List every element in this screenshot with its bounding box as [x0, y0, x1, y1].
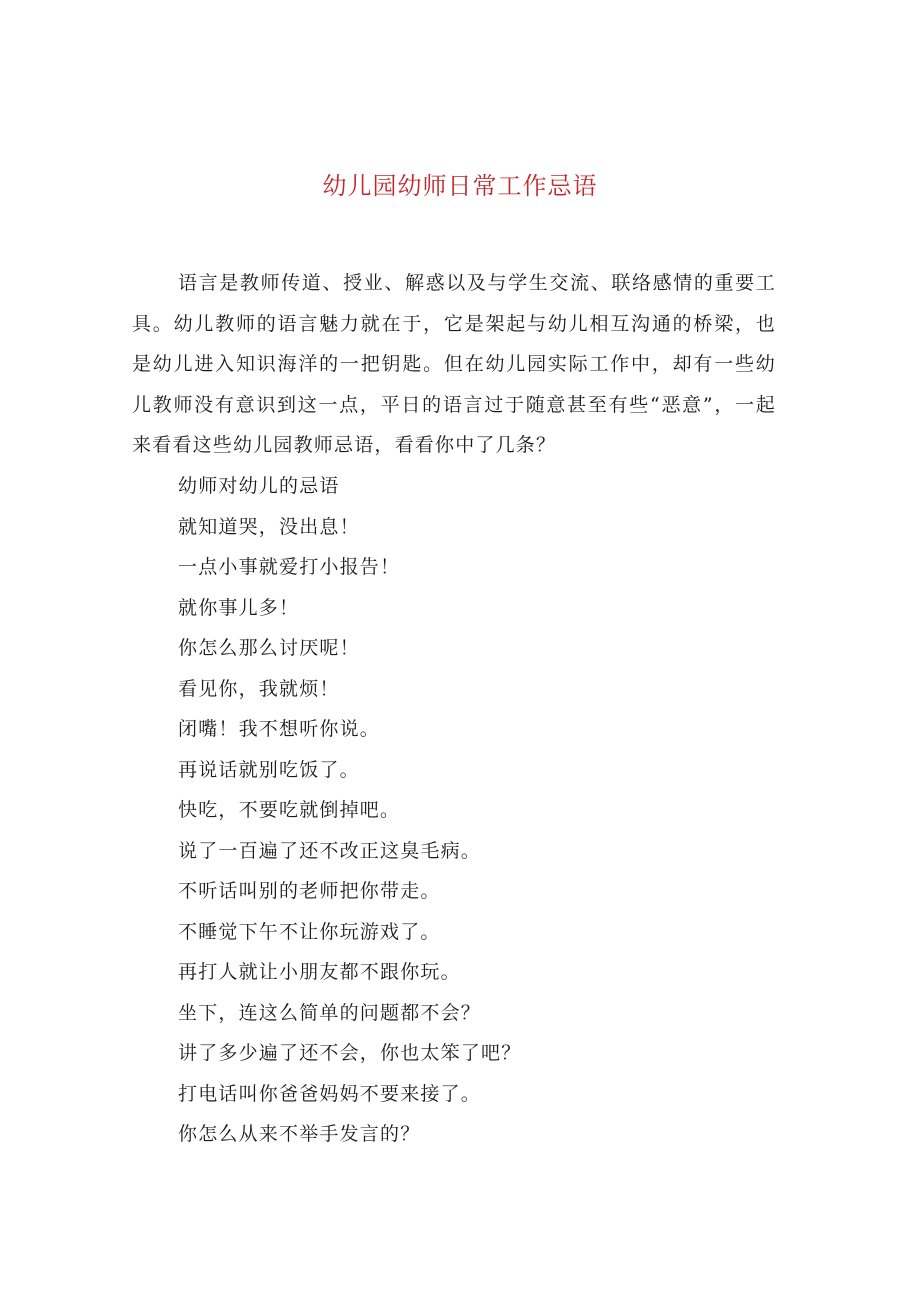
- list-item: 闭嘴！我不想听你说。: [178, 718, 381, 740]
- list-item: 你怎么从来不举手发言的？: [178, 1123, 421, 1145]
- list-item: 快吃，不要吃就倒掉吧。: [178, 799, 401, 821]
- list-item: 再打人就让小朋友都不跟你玩。: [178, 961, 461, 983]
- list-item: 你怎么那么讨厌呢！: [178, 637, 360, 659]
- list-item: 再说话就别吃饭了。: [178, 758, 360, 781]
- list-item: 坐下，连这么简单的问题都不会？: [178, 1001, 482, 1024]
- list-item: 讲了多少遍了还不会，你也太笨了吧？: [178, 1042, 522, 1064]
- intro-paragraph: 语言是教师传道、授业、解惑以及与学生交流、联络感情的重要工具。幼儿教师的语言魅力就在于，它是架起与幼儿相互沟通的桥梁，也是幼儿进入知识海洋的一把钥匙。但在幼儿园实际工作中，却有一些幼儿教师没有意识到这一点，平日的语言过于随意甚至有些“恶意”，一起来看看这些幼儿园教师忌语，看看你中了几条？: [132, 272, 776, 456]
- section-heading: 幼师对幼儿的忌语: [178, 475, 340, 497]
- list-item: 一点小事就爱打小报告！: [178, 556, 401, 578]
- list-item: 看见你，我就烦！: [178, 677, 340, 700]
- list-item: 打电话叫你爸爸妈妈不要来接了。: [178, 1082, 482, 1105]
- taboo-phrase-list: [178, 466, 521, 1155]
- list-item: 不睡觉下午不让你玩游戏了。: [178, 920, 441, 943]
- list-item: 说了一百遍了还不改正这臭毛病。: [178, 839, 482, 862]
- list-item: 就你事儿多！: [178, 596, 300, 619]
- list-item: 不听话叫别的老师把你带走。: [178, 880, 441, 902]
- list-item: 就知道哭，没出息！: [178, 515, 360, 538]
- document-title: 幼儿园幼师日常工作忌语: [322, 172, 598, 200]
